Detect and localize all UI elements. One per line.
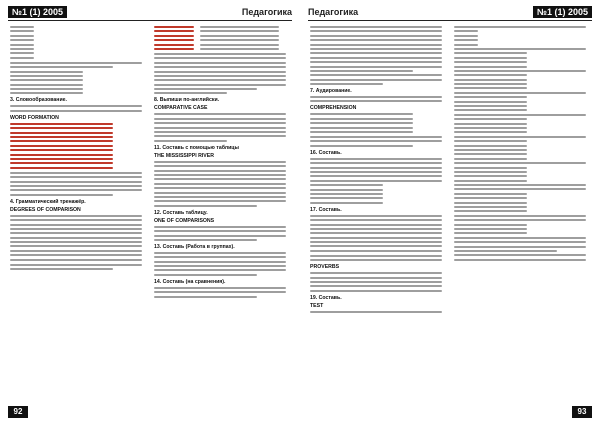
left-page-header xyxy=(8,6,292,21)
question-list xyxy=(310,113,442,133)
journal-number: №1 (1) 2005 xyxy=(8,6,67,18)
test-items xyxy=(454,26,586,261)
comparison-table xyxy=(10,215,142,257)
word-list xyxy=(10,26,142,59)
right-page-header xyxy=(308,6,592,21)
exercise-heading: 4. Грамматический тренажёр. xyxy=(10,198,86,205)
glossary-table xyxy=(154,26,286,50)
text-block xyxy=(10,62,142,95)
page-number: 93 xyxy=(572,406,592,418)
exercise-heading: 11. Составь с помощью таблицы xyxy=(154,144,239,151)
exercise-subheading: PROVERBS xyxy=(310,264,340,271)
right-page xyxy=(300,0,600,424)
proverb-list xyxy=(310,272,442,292)
text-block xyxy=(154,53,286,95)
section-title: Педагогика xyxy=(241,7,292,17)
text-block xyxy=(154,161,286,207)
exercise-heading: 16. Составь. xyxy=(310,149,342,156)
journal-number: №1 (1) 2005 xyxy=(533,6,592,18)
text-block xyxy=(10,105,142,111)
right-page-column-2 xyxy=(454,26,586,406)
exercise-heading: 17. Составь. xyxy=(310,206,342,213)
left-page-column-1 xyxy=(10,26,142,406)
exercise-heading: WORD FORMATION xyxy=(10,114,59,121)
exercise-heading: 13. Составь (Работа в группах). xyxy=(154,243,235,250)
exercise-subheading: ONE OF COMPARISONS xyxy=(154,217,215,224)
exercise-subheading: TEST xyxy=(310,302,324,309)
numbered-list xyxy=(310,26,442,85)
text-block xyxy=(310,96,442,102)
exercise-heading: 12. Составь таблицу. xyxy=(154,209,208,216)
exercise-heading: 7. Аудирование. xyxy=(310,88,352,95)
text-block xyxy=(154,287,286,298)
text-block xyxy=(10,259,142,270)
text-block xyxy=(310,311,442,313)
text-block xyxy=(10,172,142,196)
right-page-column-1 xyxy=(310,26,442,406)
left-page-column-2 xyxy=(154,26,286,406)
page-number: 92 xyxy=(8,406,28,418)
exercise-heading: 8. Выпиши по-английски. xyxy=(154,97,220,104)
text-block xyxy=(310,215,442,248)
text-block xyxy=(310,250,442,261)
exercise-heading: 14. Составь (на сравнения). xyxy=(154,278,226,285)
exercise-heading: 3. Словообразование. xyxy=(10,97,67,104)
word-formation-table xyxy=(10,123,142,169)
exercise-heading: 19. Составь. xyxy=(310,294,342,301)
exercise-subheading: THE MISSISSIPPI RIVER xyxy=(154,152,214,159)
exercise-subheading: COMPARATIVE CASE xyxy=(154,105,208,112)
section-title: Педагогика xyxy=(308,7,359,17)
text-block xyxy=(310,136,442,147)
exercise-subheading: DEGREES OF COMPARISON xyxy=(10,206,81,213)
text-block xyxy=(154,226,286,241)
text-block xyxy=(154,252,286,276)
exercise-subheading: COMPREHENSION xyxy=(310,105,357,112)
text-block xyxy=(154,113,286,141)
text-block xyxy=(310,158,442,204)
